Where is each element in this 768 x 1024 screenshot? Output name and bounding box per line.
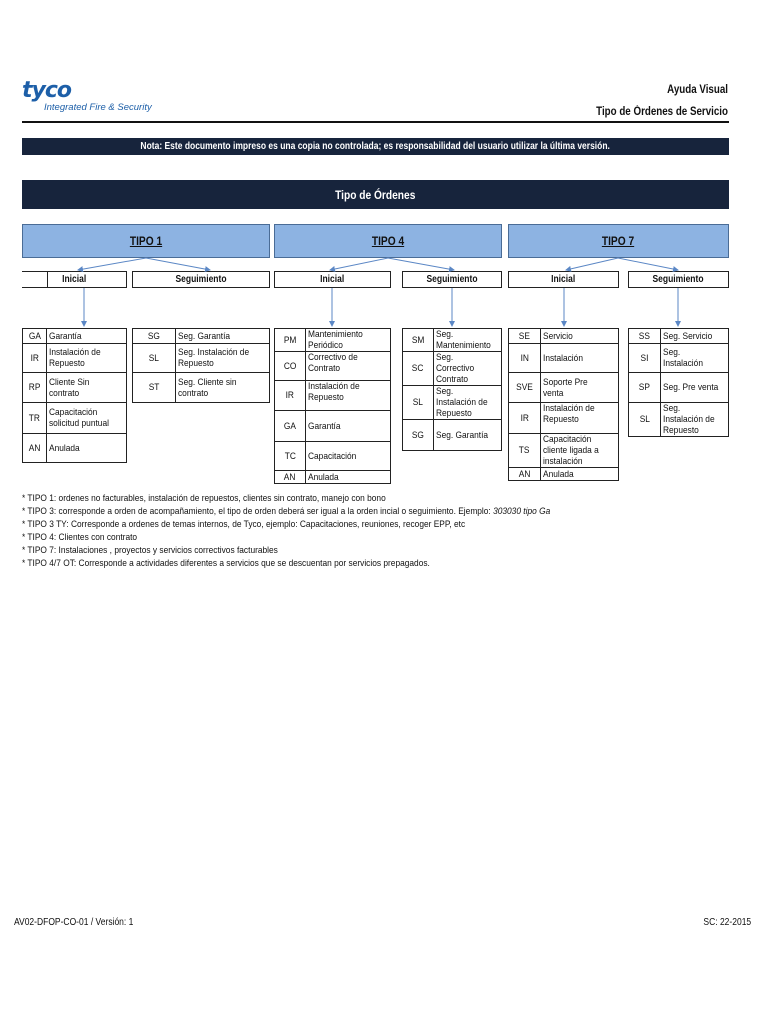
- header-doc-type: Ayuda Visual: [667, 84, 728, 96]
- section-title-bar: [22, 180, 729, 209]
- footnote-item: [22, 544, 656, 557]
- table-row: [629, 373, 729, 403]
- desc-cell: Seg. Garantía: [436, 429, 489, 441]
- footer-sc-code: SC: 22-2015: [703, 917, 751, 928]
- table-row: [275, 329, 391, 352]
- footnote-item: [22, 557, 656, 570]
- code-cell: TC: [284, 450, 296, 462]
- code-cell: SG: [147, 330, 161, 342]
- desc-cell: Cliente Sin contrato: [49, 376, 90, 399]
- footnote-text: * TIPO 3: corresponde a orden de acompañamiento, el tipo de orden deberá ser igual a la orden incial o seguimiento. Ejemplo:: [22, 506, 494, 517]
- footnote-text: * TIPO 4: Clientes con contrato: [22, 532, 138, 543]
- table-row: [23, 434, 127, 463]
- table-row: [509, 329, 619, 344]
- desc-cell: Anulada: [49, 442, 80, 454]
- tipo-4-inicial-header: [274, 271, 391, 288]
- footnote-text: * TIPO 1: ordenes no facturables, instalación de repuestos, clientes sin contrato, manejo con bono: [22, 493, 386, 504]
- footnote-text: * TIPO 3 TY: Corresponde a ordenes de temas internos, de Tyco, ejemplo: Capacitaciones, reuniones, recoger EPP, etc: [22, 519, 466, 530]
- tipo-7-seguimiento-header: [628, 271, 729, 288]
- desc-cell: Seg. Instalación de Repuesto: [663, 403, 715, 436]
- desc-cell: Servicio: [543, 330, 573, 342]
- code-cell: SM: [411, 334, 425, 346]
- tipo-4-seguimiento-table: [402, 328, 502, 451]
- desc-cell: Capacitación solicitud puntual: [49, 407, 109, 429]
- footnotes-list: [22, 492, 742, 570]
- desc-cell: Garantía: [49, 330, 82, 342]
- desc-cell: Garantía: [308, 420, 341, 432]
- code-cell: RP: [28, 382, 41, 393]
- tipo-4-label: TIPO 4: [371, 234, 405, 248]
- note-banner: [22, 138, 729, 155]
- table-row: [509, 434, 619, 468]
- code-cell: IR: [285, 390, 295, 401]
- code-cell: AN: [28, 442, 41, 454]
- section-title: Tipo de Órdenes: [335, 187, 416, 202]
- tipo-7-seguimiento-table: [628, 328, 729, 437]
- tipo-7-inicial-label: Inicial: [551, 274, 576, 285]
- table-row: [403, 420, 502, 451]
- code-cell: SI: [640, 352, 649, 364]
- desc-cell: Anulada: [308, 471, 339, 483]
- footnote-text: * TIPO 7: Instalaciones , proyectos y servicios correctivos facturables: [22, 545, 278, 556]
- tyco-logo: [22, 80, 152, 120]
- desc-cell: Seg. Cliente sin contrato: [178, 376, 237, 399]
- table-row: [275, 381, 391, 411]
- code-cell: CO: [283, 360, 297, 372]
- footnote-text: * TIPO 4/7 OT: Corresponde a actividades diferentes a servicios que se descuentan por servicios prepagados.: [22, 558, 430, 569]
- table-row: [133, 373, 270, 403]
- footnote-item: [22, 518, 656, 531]
- desc-cell: Seg. Instalación de Repuesto: [178, 347, 250, 369]
- table-row: [509, 344, 619, 373]
- tipo-7-box: [508, 224, 729, 258]
- tipo-4-seguimiento-header: [402, 271, 502, 288]
- tipo-7-inicial-header: [508, 271, 619, 288]
- desc-cell: Seg. Instalación: [663, 347, 703, 369]
- tipo-4-box: [274, 224, 502, 258]
- footnote-item: [22, 505, 656, 518]
- tipo-1-seguimiento-table: [132, 328, 270, 403]
- tipo-1-inicial-divider: [47, 271, 48, 288]
- desc-cell: Anulada: [543, 468, 574, 480]
- desc-cell: Mantenimiento Periódico: [308, 329, 363, 351]
- logo-subtitle: Integrated Fire & Security: [44, 102, 152, 113]
- table-row: [403, 386, 502, 420]
- table-row: [133, 344, 270, 373]
- desc-cell: Instalación de Repuesto: [308, 381, 360, 403]
- table-row: [509, 373, 619, 403]
- code-cell: SL: [148, 352, 160, 364]
- tipo-7-to-inicial-arrow: [566, 258, 618, 270]
- footnote-item: [22, 492, 656, 505]
- code-cell: TR: [28, 412, 41, 424]
- code-cell: SP: [638, 382, 651, 393]
- code-cell: IR: [30, 352, 39, 364]
- table-row: [23, 373, 127, 403]
- code-cell: PM: [283, 334, 297, 346]
- footnote-item: [22, 531, 656, 544]
- code-cell: SVE: [516, 382, 533, 393]
- tipo-4-inicial-label: Inicial: [320, 274, 345, 285]
- code-cell: AN: [284, 471, 296, 483]
- code-cell: IR: [520, 412, 529, 424]
- table-row: [23, 403, 127, 434]
- table-row: [629, 344, 729, 373]
- code-cell: SS: [638, 330, 651, 342]
- tipo-1-inicial-table: [22, 328, 127, 463]
- desc-cell: Capacitación cliente ligada a instalación: [543, 434, 599, 467]
- code-cell: IN: [520, 352, 529, 364]
- note-text: Nota: Este documento impreso es una copia no controlada; es responsabilidad del usuario utilizar la última versión.: [140, 141, 611, 152]
- table-row: [23, 329, 127, 344]
- tipo-1-to-inicial-arrow: [78, 258, 146, 270]
- tipo-1-to-seguimiento-arrow: [146, 258, 210, 270]
- code-cell: TS: [519, 445, 530, 456]
- table-row: [23, 344, 127, 373]
- code-cell: SL: [412, 397, 424, 408]
- desc-cell: Instalación de Repuesto: [49, 347, 101, 369]
- footer-doc-code: AV02-DFOP-CO-01 / Versión: 1: [14, 917, 134, 928]
- table-row: [275, 471, 391, 484]
- desc-cell: Capacitación: [308, 450, 357, 462]
- tipo-4-seguimiento-label: Seguimiento: [426, 274, 478, 285]
- desc-cell: Seg. Instalación de Repuesto: [436, 386, 488, 419]
- desc-cell: Seg. Correctivo Contrato: [436, 352, 475, 385]
- tipo-1-inicial-header: [22, 271, 127, 288]
- tipo-4-inicial-table: [274, 328, 391, 484]
- table-row: [509, 468, 619, 481]
- code-cell: GA: [28, 330, 41, 342]
- desc-cell: Instalación de Repuesto: [543, 403, 595, 425]
- logo-wordmark: tyco: [22, 78, 72, 103]
- table-row: [629, 329, 729, 344]
- code-cell: SE: [518, 330, 531, 342]
- tipo-1-label: TIPO 1: [129, 234, 163, 248]
- table-row: [275, 411, 391, 442]
- tipo-7-inicial-table: [508, 328, 619, 481]
- desc-cell: Seg. Servicio: [663, 330, 713, 342]
- tipo-4-to-seguimiento-arrow: [388, 258, 454, 270]
- tipo-1-seguimiento-header: [132, 271, 270, 288]
- table-row: [403, 329, 502, 352]
- code-cell: AN: [518, 468, 531, 480]
- table-row: [275, 352, 391, 381]
- code-cell: ST: [148, 382, 160, 393]
- tipo-7-seguimiento-label: Seguimiento: [652, 274, 704, 285]
- desc-cell: Seg. Garantía: [178, 330, 231, 342]
- desc-cell: Correctivo de Contrato: [308, 352, 358, 374]
- tipo-4-to-inicial-arrow: [330, 258, 388, 270]
- code-cell: SG: [411, 429, 425, 441]
- desc-cell: Soporte Pre venta: [543, 376, 588, 399]
- table-row: [629, 403, 729, 437]
- code-cell: SL: [639, 414, 650, 425]
- header-divider: [22, 121, 729, 123]
- table-row: [403, 352, 502, 386]
- tipo-7-label: TIPO 7: [602, 234, 635, 248]
- header-doc-title: Tipo de Órdenes de Servicio: [596, 106, 728, 118]
- footnote-example: 303030 tipo Ga: [493, 506, 551, 517]
- tipo-1-seguimiento-label: Seguimiento: [175, 274, 227, 285]
- tipo-1-box: [22, 224, 270, 258]
- code-cell: SC: [412, 363, 424, 374]
- desc-cell: Seg. Mantenimiento: [436, 329, 491, 351]
- tipo-1-inicial-label: Inicial: [61, 274, 87, 285]
- table-row: [509, 403, 619, 434]
- desc-cell: Seg. Pre venta: [663, 382, 719, 393]
- table-row: [133, 329, 270, 344]
- table-row: [275, 442, 391, 471]
- tipo-7-to-seguimiento-arrow: [618, 258, 678, 270]
- code-cell: GA: [283, 420, 297, 432]
- desc-cell: Instalación: [543, 352, 583, 364]
